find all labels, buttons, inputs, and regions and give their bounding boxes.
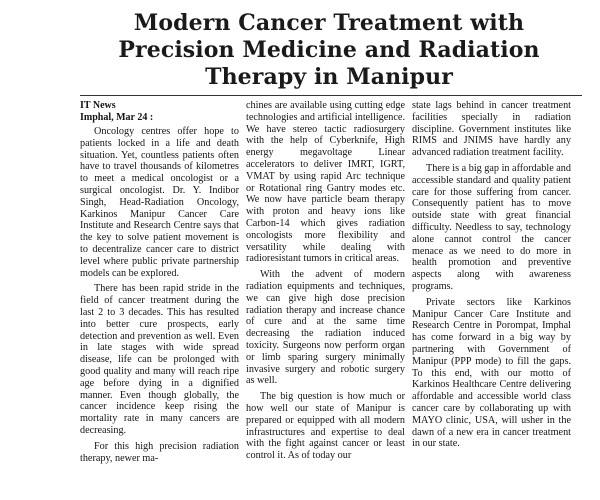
paragraph: state lags behind in cancer treatment facilities specially in radiation discipline. Government institutes like RIMS and JNIMS have hardly any advanced radiation treatment facility. <box>412 100 571 159</box>
paragraph: Oncology centres offer hope to patients locked in a life and death situation. Yet, countless patients often have to travel thousands of kilometres to meet a medical oncologist or a surgical oncologist. Dr. Y. Indibor Singh, Head-Radiation Oncology, Karkinos Manipur Cancer Care Institute and Research Centre says that the key to solve patient movement is to decentralize cancer care to district level where public private partnership models can be explored. <box>80 126 239 279</box>
headline-divider <box>80 95 582 96</box>
paragraph: For this high precision radiation therapy, newer ma- <box>80 440 239 464</box>
article-headline: Modern Cancer Treatment with Precision Medicine and Radiation Therapy in Manipur <box>118 10 540 90</box>
news-source: IT News <box>80 100 116 111</box>
paragraph: The big question is how much or how well our state of Manipur is prepared or equipped with all modern infrastructures and expertise to deal with the fight against cancer or least control it. As of today our <box>246 391 405 462</box>
article-column-1 <box>80 100 239 492</box>
article-body <box>80 100 582 492</box>
article-column-2 <box>246 100 405 492</box>
paragraph: There is a big gap in affordable and accessible standard and quality patient care for those suffering from cancer. Consequently patient has to move outside state with great financial difficulty. Needless to say, technology alone cannot control the cancer menace as we need to do more in health promotion and preventive aspects along with awareness programs. <box>412 162 571 292</box>
paragraph: chines are available using cutting edge technologies and artificial intelligence. We have stereo tactic radiosurgery with the help of Cyberknife, High energy megavoltage Linear accelerators to deliver IMRT, IGRT, VMAT by using rapid Arc technique or Rotational ring Gantry modes etc. We now have particle beam therapy with proton and heavy ions like Carbon-14 which gives radiation oncologists more flexibility and versatility while dealing with radioresistant tumors in critical areas. <box>246 100 405 265</box>
article-column-3 <box>412 100 571 492</box>
dateline: Imphal, Mar 24 : <box>80 111 154 123</box>
paragraph: There has been rapid stride in the field of cancer treatment during the last 2 to 3 decades. This has resulted into better cure prospects, early detection and prevention as well. Even in late stages with wide spread disease, life can be prolonged with good quality and many will reach ripe age before dying in a dignified manner. Even though globally, the cancer incidence keep rising the mortality rate in many cancers are decreasing. <box>80 283 239 436</box>
paragraph: With the advent of modern radiation equipments and techniques, we can give high dose precision radiation therapy and increase chance of cure and at the same time decreasing the radiation induced toxicity. Surgeons now perform organ or limb sparing surgery minimally invasive surgery and robotic surgery as well. <box>246 269 405 387</box>
dateline-block <box>80 100 239 123</box>
paragraph: Private sectors like Karkinos Manipur Cancer Care Institute and Research Centre in Porompat, Imphal has come forward in a big way by partnering with Government of Manipur (PPP mode) to fill the gaps. To this end, with our motto of Karkinos Healthcare Centre delivering affordable and accessible world class cancer care by collaborating up with MAYO clinic, USA, will usher in the dawn of a new era in cancer treatment in our state. <box>412 296 571 450</box>
